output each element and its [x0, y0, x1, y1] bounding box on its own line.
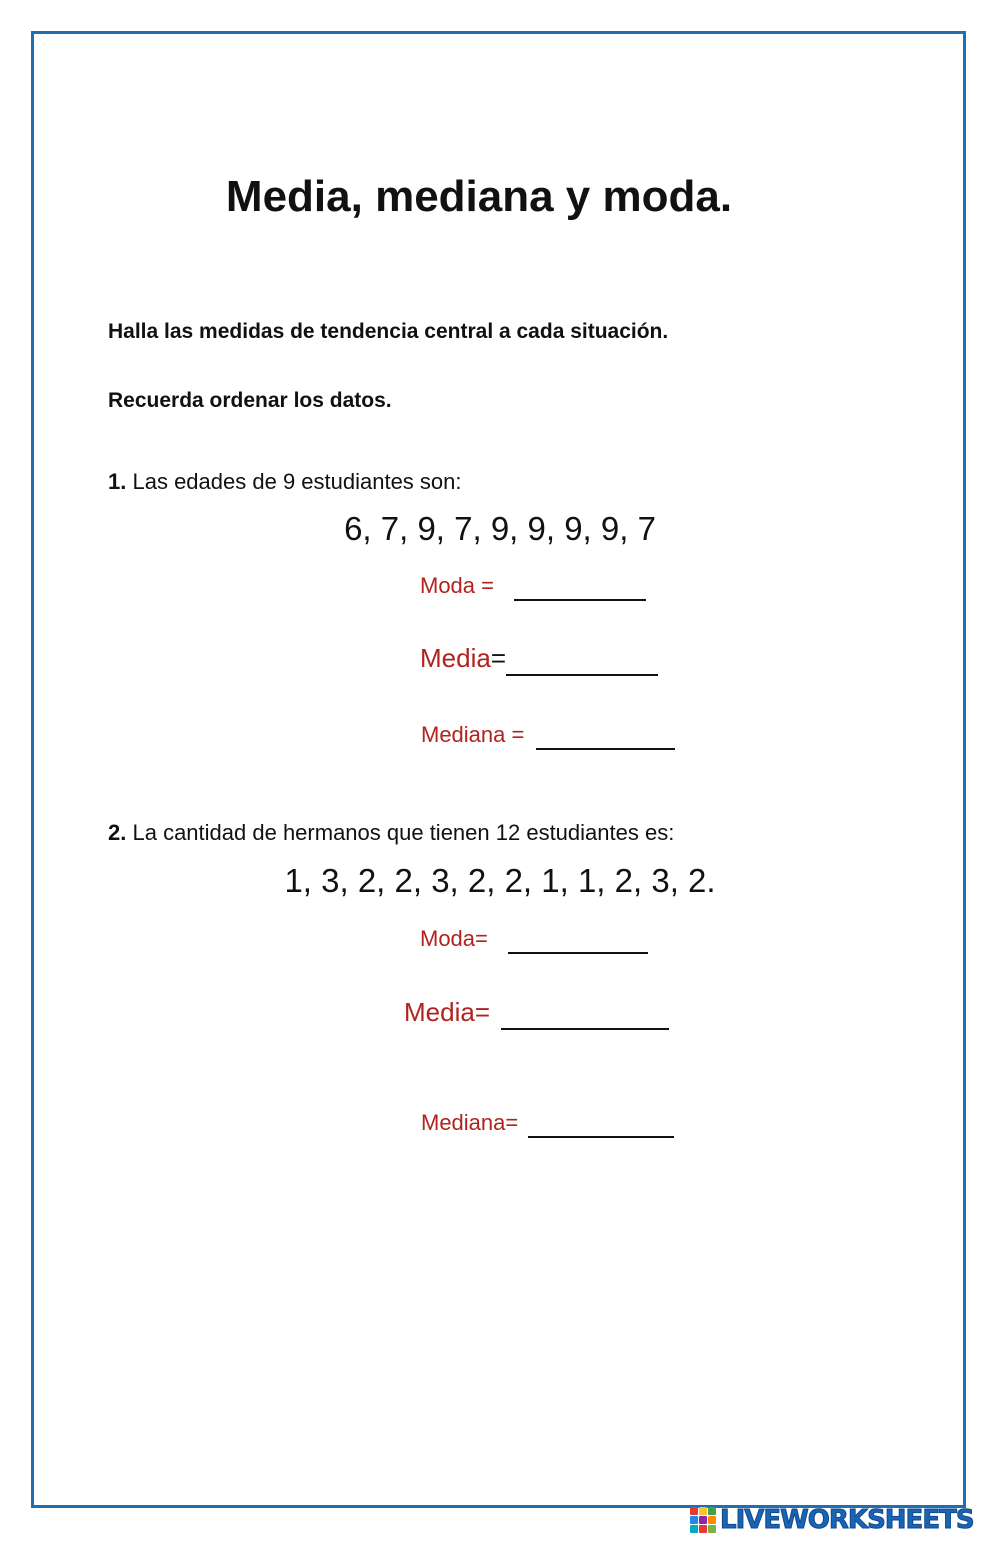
question-1 — [108, 469, 462, 495]
question-2-data: 1, 3, 2, 2, 3, 2, 2, 1, 1, 2, 3, 2. — [284, 862, 716, 899]
question-1-number: 1. — [108, 469, 127, 494]
instruction-1: Halla las medidas de tendencia central a cada situación. — [108, 320, 669, 343]
q2-mediana-answer-blank[interactable] — [528, 1110, 674, 1138]
question-2-text: La cantidad de hermanos que tienen 12 estudiantes es: — [132, 820, 675, 845]
question-2 — [108, 820, 674, 846]
question-1-text: Las edades de 9 estudiantes son: — [132, 469, 462, 494]
q2-media-answer-blank[interactable] — [501, 997, 669, 1030]
q2-media-label: Media= — [404, 997, 490, 1027]
q2-mediana-label: Mediana= — [421, 1110, 519, 1135]
q1-moda-row — [420, 573, 646, 601]
q1-mediana-row — [421, 722, 675, 750]
q2-moda-answer-blank[interactable] — [508, 926, 648, 954]
q1-media-equals: = — [490, 643, 507, 673]
q1-mediana-answer-blank[interactable] — [536, 722, 675, 750]
worksheet-frame — [31, 31, 966, 1508]
question-2-number: 2. — [108, 820, 127, 845]
q2-moda-label: Moda= — [420, 926, 488, 951]
instruction-2: Recuerda ordenar los datos. — [108, 389, 392, 412]
q1-mediana-label: Mediana = — [421, 722, 525, 747]
q2-media-row — [404, 997, 669, 1030]
liveworksheets-mark-icon — [690, 1507, 716, 1533]
q2-moda-row — [420, 926, 648, 954]
q1-media-answer-blank[interactable] — [506, 643, 658, 676]
page-title: Media, mediana y moda. — [225, 172, 733, 221]
question-1-data: 6, 7, 9, 7, 9, 9, 9, 9, 7 — [344, 510, 656, 547]
q1-moda-label: Moda = — [420, 573, 494, 598]
liveworksheets-logo — [690, 1505, 974, 1535]
q1-media-row — [420, 643, 658, 676]
q1-moda-answer-blank[interactable] — [514, 573, 646, 601]
liveworksheets-wordmark: LIVEWORKSHEETS — [720, 1505, 974, 1535]
q2-mediana-row — [421, 1110, 674, 1138]
q1-media-label: Media — [420, 643, 491, 673]
